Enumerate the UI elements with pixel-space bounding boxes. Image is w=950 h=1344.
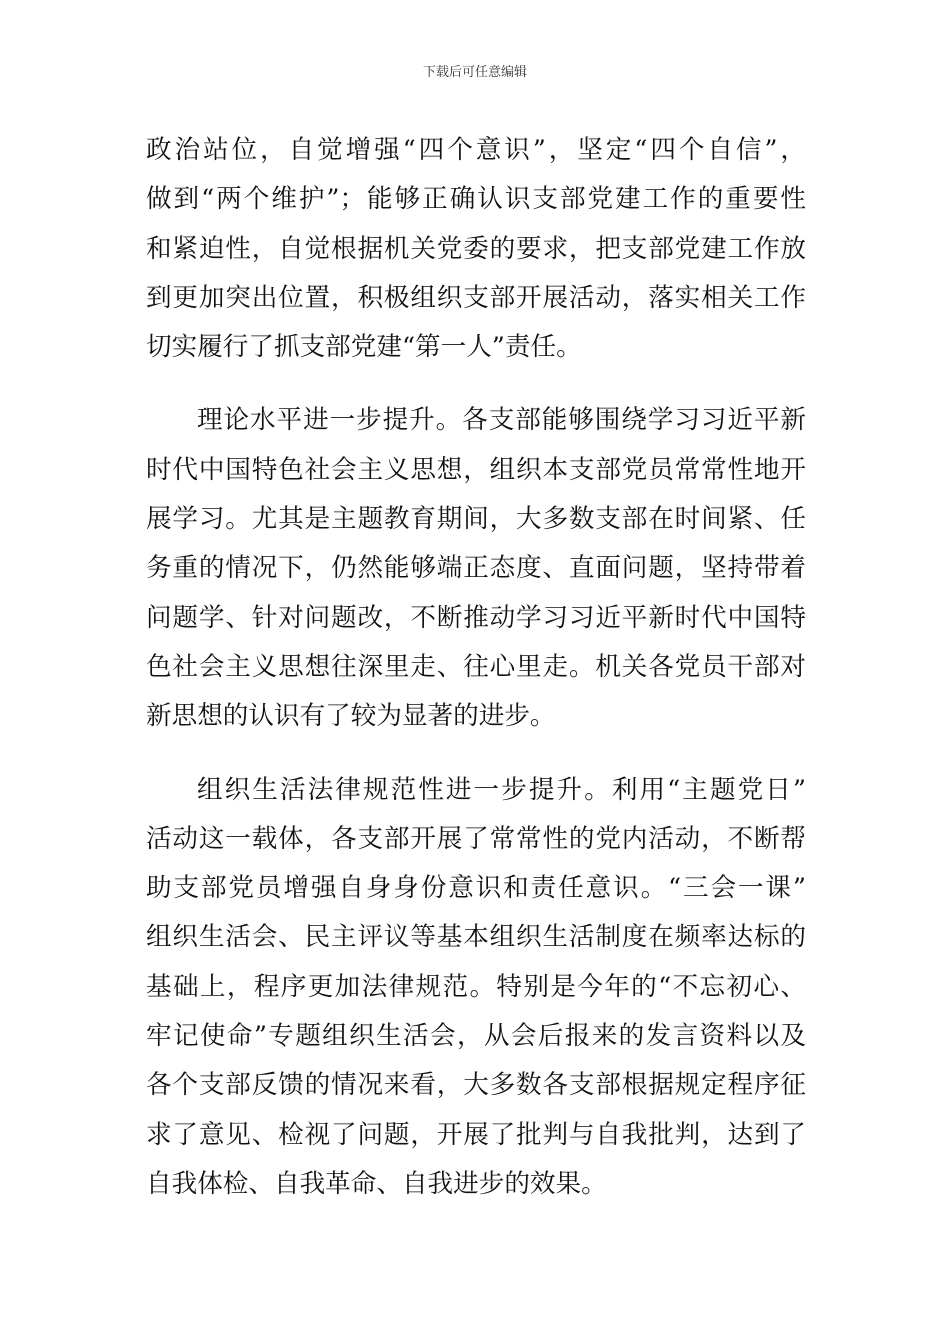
paragraph-2 — [146, 396, 806, 741]
text-line: 展学习。尤其是主题教育期间，大多数支部在时间紧、任 — [146, 504, 806, 535]
text-line: 新思想的认识有了较为显著的进步。 — [146, 701, 556, 732]
text-line: 到更加突出位置，积极组织支部开展活动，落实相关工作 — [146, 282, 806, 313]
document-body — [146, 126, 806, 1209]
text-line: 各个支部反馈的情况来看，大多数各支部根据规定程序征 — [146, 1070, 806, 1101]
text-line: 色社会主义思想往深里走、往心里走。机关各党员干部对 — [146, 651, 806, 682]
text-line: 和紧迫性，自觉根据机关党委的要求，把支部党建工作放 — [146, 233, 806, 264]
text-line: 基础上，程序更加法律规范。特别是今年的“不忘初心、 — [146, 971, 806, 1002]
text-line: 求了意见、检视了问题，开展了批判与自我批判，达到了 — [146, 1119, 806, 1150]
text-line: 问题学、针对问题改，不断推动学习习近平新时代中国特 — [146, 602, 806, 633]
text-line: 时代中国特色社会主义思想，组织本支部党员常常性地开 — [146, 454, 806, 485]
text-line: 务重的情况下，仍然能够端正态度、直面问题，坚持带着 — [146, 553, 806, 584]
text-line: 助支部党员增强自身身份意识和责任意识。“三会一课” — [146, 873, 806, 904]
text-line: 自我体检、自我革命、自我进步的效果。 — [146, 1168, 607, 1199]
text-line: 做到“两个维护”；能够正确认识支部党建工作的重要性 — [146, 184, 806, 215]
text-line: 理论水平进一步提升。各支部能够围绕学习习近平新 — [197, 405, 806, 436]
text-line: 政治站位，自觉增强“四个意识”，坚定“四个自信”， — [146, 135, 806, 165]
text-line: 切实履行了抓支部党建“第一人”责任。 — [146, 332, 582, 363]
paragraph-3 — [146, 766, 806, 1210]
text-line: 牢记使命”专题组织生活会，从会后报来的发言资料以及 — [146, 1021, 806, 1052]
paragraph-gap — [146, 372, 806, 396]
paragraph-gap — [146, 742, 806, 766]
page-header: 下载后可任意编辑 — [422, 65, 527, 80]
paragraph-1 — [146, 126, 806, 372]
text-line: 组织生活会、民主评议等基本组织生活制度在频率达标的 — [146, 922, 806, 953]
text-line: 组织生活法律规范性进一步提升。利用“主题党日” — [197, 774, 806, 805]
text-line: 活动这一载体，各支部开展了常常性的党内活动，不断帮 — [146, 823, 806, 854]
